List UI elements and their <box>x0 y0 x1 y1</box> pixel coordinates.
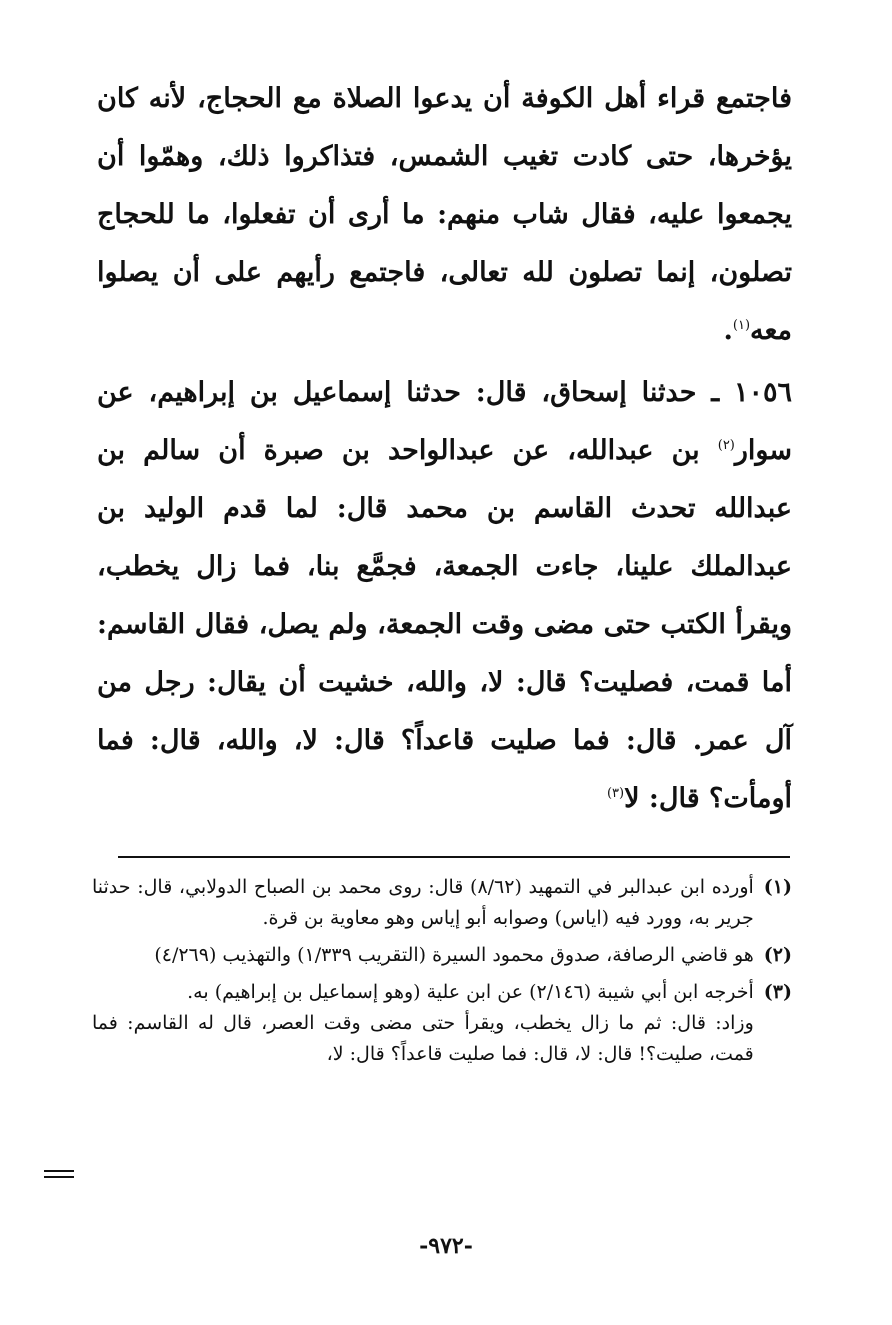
footnote-number: (١) <box>763 876 792 898</box>
footnote-continuation: وزاد: قال: ثم ما زال يخطب، ويقرأ حتى مضى وقت العصر، قال له القاسم: فما قمت، صليت؟! قال: لا، قال: فما صليت قاعداً؟ قال: لا، <box>92 1012 754 1065</box>
footnote-number: (٣) <box>763 981 792 1003</box>
footnote-text: أورده ابن عبدالبر في التمهيد (٨/٦٢) قال: روى محمد بن الصباح الدولابي، قال: حدثنا جرير به، وورد فيه (اياس) وصوابه أبو إياس وهو معاوية بن قرة. <box>92 876 754 929</box>
hadith-1056 <box>97 364 792 828</box>
main-text-block <box>97 70 792 830</box>
continuation-mark-icon <box>44 1166 74 1182</box>
paragraph-end-mark: . <box>723 315 733 346</box>
footnote-3 <box>92 977 792 1070</box>
hadith-separator: ـ <box>696 377 734 408</box>
footnote-text: هو قاضي الرصافة، صدوق محمود السيرة (التقريب ١/٣٣٩) والتهذيب (٤/٢٦٩) <box>154 944 754 966</box>
footnote-ref-2[interactable]: (٢) <box>717 438 735 453</box>
footnote-number: (٢) <box>763 944 792 966</box>
footnote-ref-1[interactable]: (١) <box>732 318 751 333</box>
hadith-text-part1: حدثنا إسحاق، قال: حدثنا إسماعيل بن إبراهيم، عن سوار <box>97 377 792 466</box>
paragraph-intro <box>97 70 792 360</box>
footnotes-section <box>92 872 792 1076</box>
page-number: -٩٧٢- <box>419 1233 473 1259</box>
footnote-2 <box>92 940 792 971</box>
footnote-1 <box>92 872 792 934</box>
paragraph-intro-text: فاجتمع قراء أهل الكوفة أن يدعوا الصلاة مع الحجاج، لأنه كان يؤخرها، حتى كادت تغيب الشمس، فتذاكروا ذلك، وهمّوا أن يجمعوا عليه، فقال شاب منهم: ما أرى أن تفعلوا، ما للحجاج تصلون، إنما تصلون لله تعالى، فاجتمع رأيهم على أن يصلوا معه <box>97 83 792 346</box>
hadith-text-part2: بن عبدالله، عن عبدالواحد بن صبرة أن سالم بن عبدالله تحدث القاسم بن محمد قال: لما قدم الوليد بن عبدالملك علينا، جاءت الجمعة، فجمَّع بنا، فما زال يخطب، ويقرأ الكتب حتى مضى وقت الجمعة، ولم يصل، فقال القاسم: أما قمت، فصليت؟ قال: لا، والله، خشيت أن يقال: رجل من آل عمر. قال: فما صليت قاعداً؟ قال: لا، والله، قال: فما أومأت؟ قال: لا <box>97 435 792 814</box>
footnote-text: أخرجه ابن أبي شيبة (٢/١٤٦) عن ابن علية (وهو إسماعيل بن إبراهيم) به. <box>187 981 754 1003</box>
hadith-number: ١٠٥٦ <box>733 377 792 408</box>
footnote-ref-3[interactable]: (٣) <box>606 786 625 801</box>
footnote-body <box>92 977 754 1070</box>
footnote-divider <box>118 856 790 858</box>
